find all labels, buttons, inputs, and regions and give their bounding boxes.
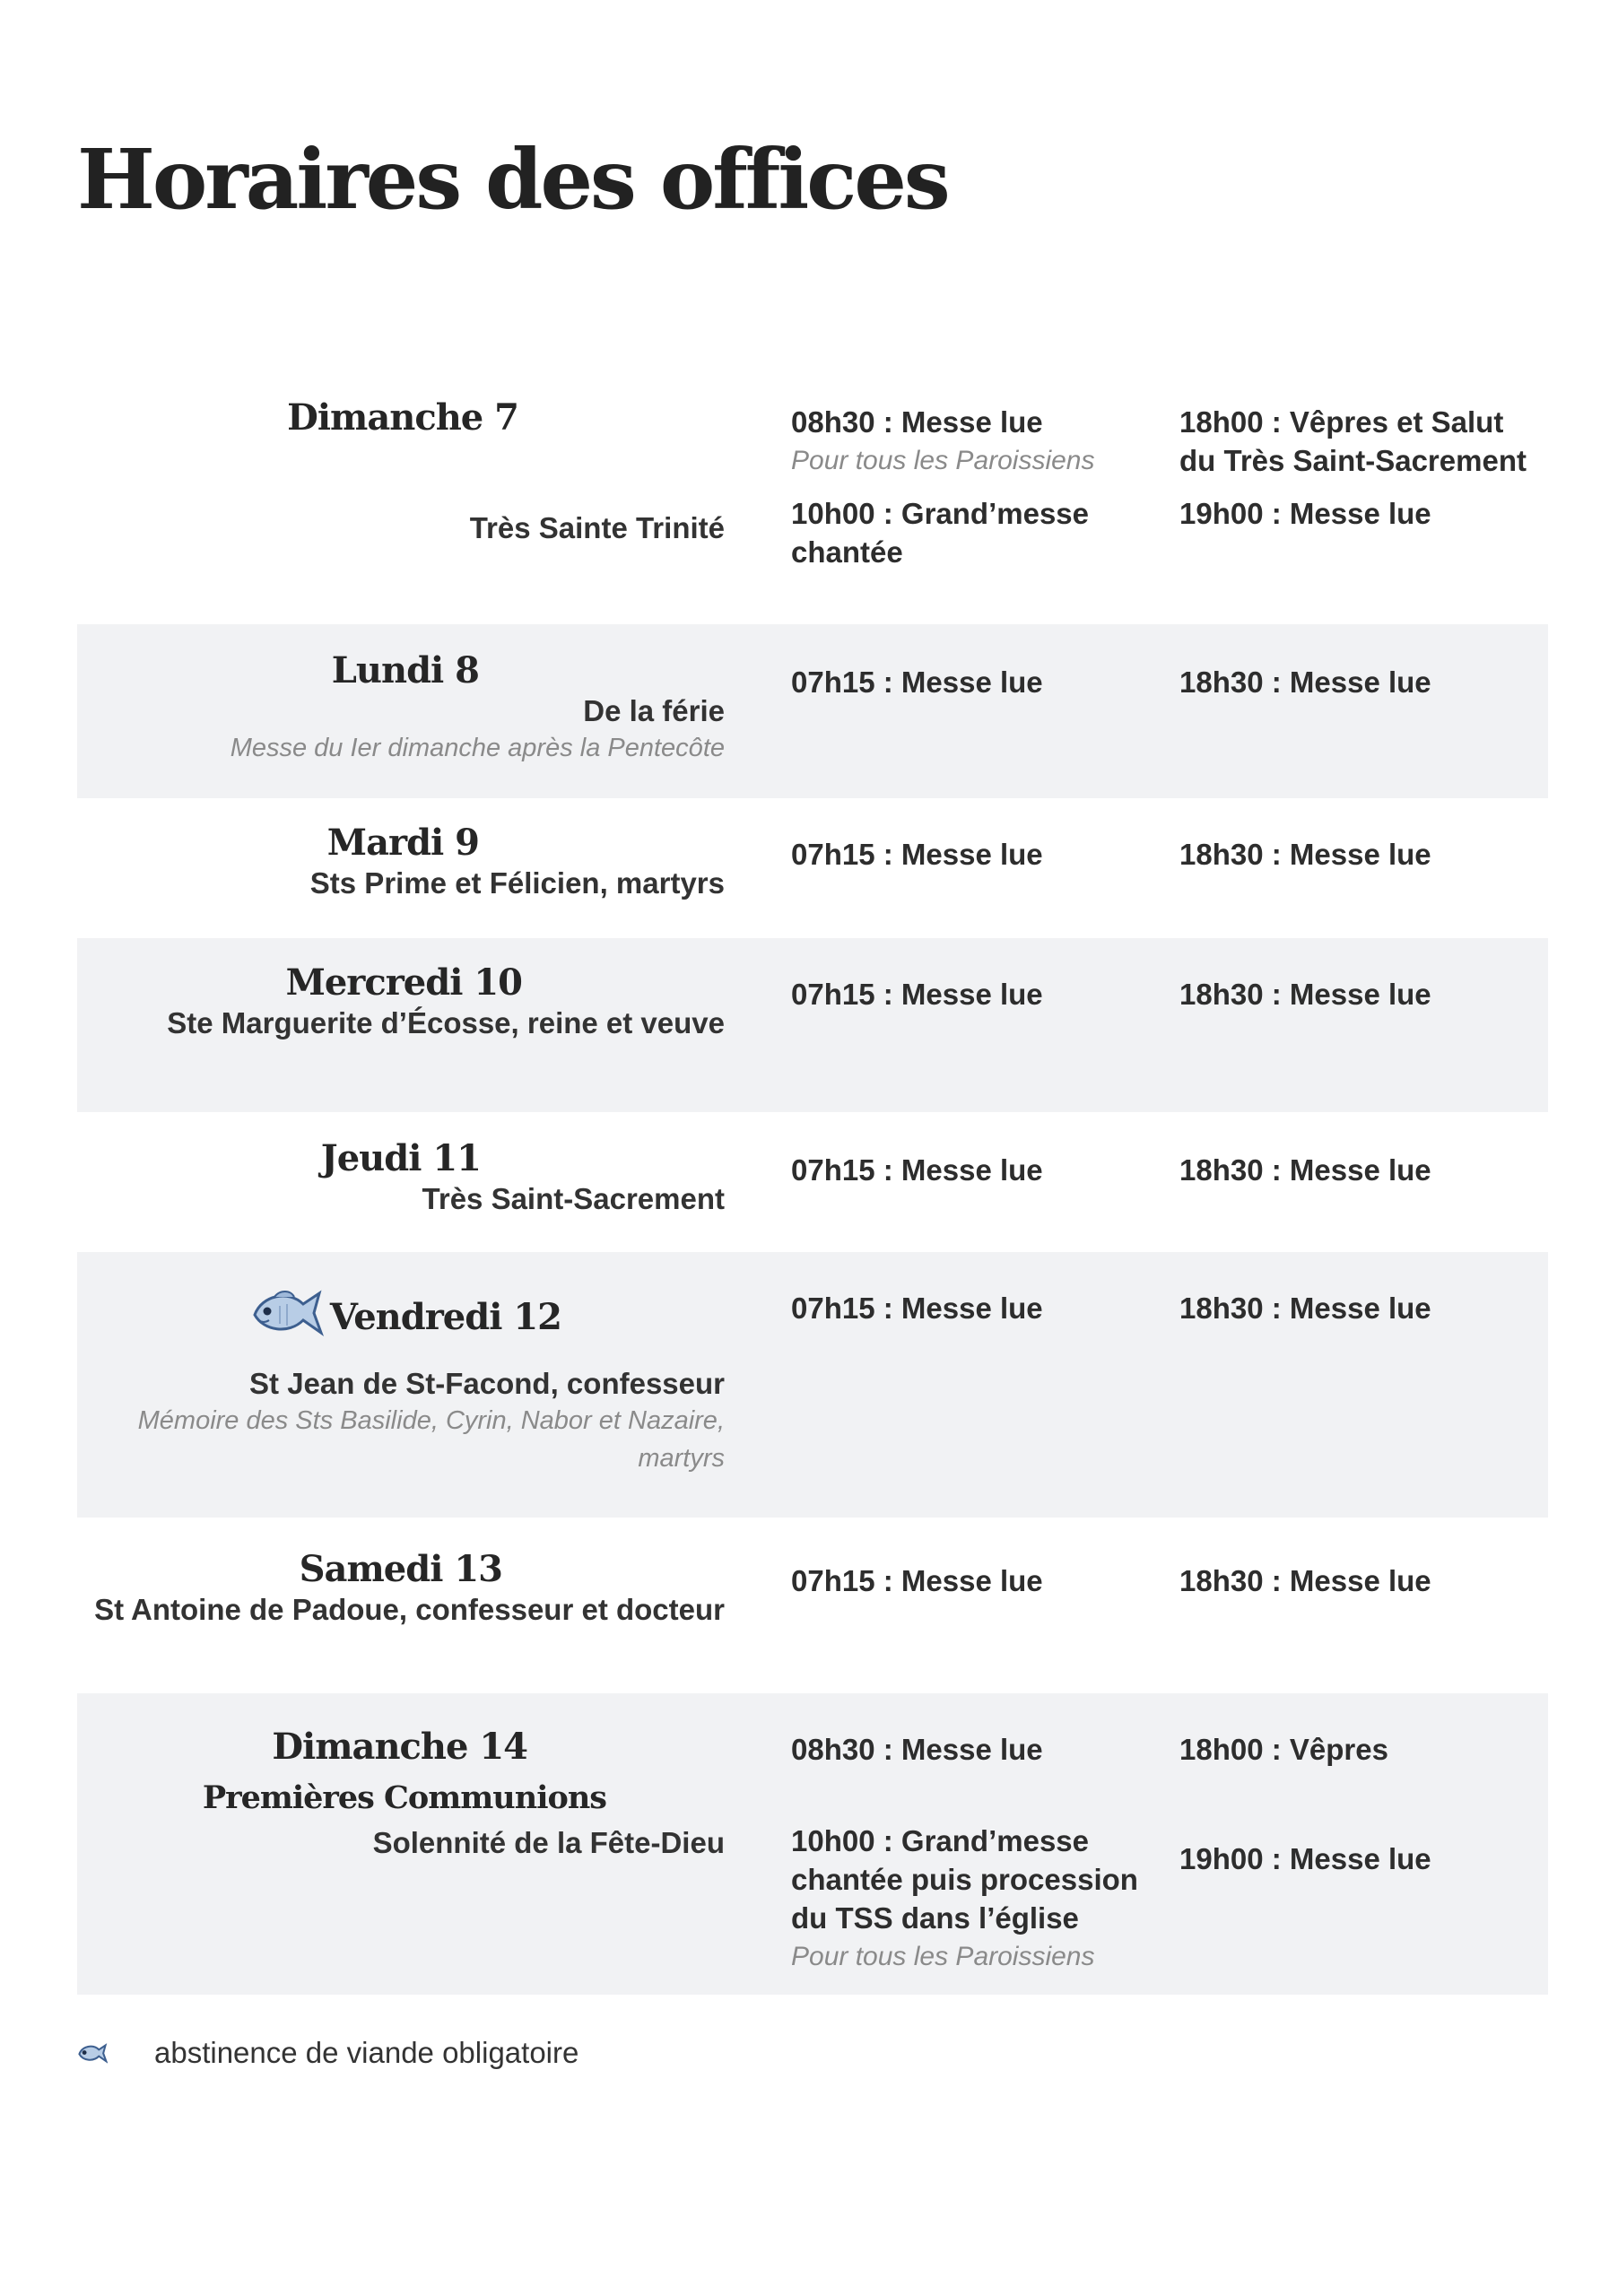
feast-title: Sts Prime et Félicien, martyrs	[309, 866, 725, 900]
day-name-text: Vendredi 12	[329, 1296, 561, 1338]
service-entry	[1179, 1290, 1529, 1328]
feast-note: Mémoire des Sts Basilide, Cyrin, Nabor et Nazaire, martyrs	[137, 1406, 725, 1474]
service-entry	[1179, 404, 1529, 481]
service-entry	[1179, 1562, 1529, 1601]
service-time: 19h00 : Messe lue	[1179, 1842, 1431, 1875]
service-time: 07h15 : Messe lue	[791, 1564, 1043, 1597]
page-title: Horaires des offices	[77, 131, 948, 228]
service-entry	[791, 1290, 1141, 1328]
service-time: 19h00 : Messe lue	[1179, 497, 1431, 530]
service-time: 18h30 : Messe lue	[1179, 1564, 1431, 1597]
service-entry	[1179, 664, 1529, 702]
day-heading	[77, 1726, 725, 1861]
feast-title: St Jean de St-Facond, confesseur	[249, 1367, 725, 1400]
service-entry	[1179, 1840, 1529, 1879]
feast-title: Très Sainte Trinité	[469, 511, 725, 544]
feast-title: Ste Marguerite d’Écosse, reine et veuve	[167, 1006, 725, 1039]
service-entry	[1179, 1152, 1529, 1190]
feast-block	[77, 509, 725, 546]
feast-title: St Antoine de Padoue, confesseur et docteur	[94, 1593, 725, 1626]
feast-title: De la férie	[583, 694, 725, 727]
day-name: Dimanche 14	[272, 1726, 527, 1768]
legend	[77, 2036, 578, 2070]
service-entry	[791, 1152, 1141, 1190]
day-name: Mercredi 10	[285, 961, 522, 1004]
service-entry	[791, 404, 1141, 480]
service-entry	[1179, 1731, 1529, 1770]
service-entry	[1179, 836, 1529, 874]
service-time: 07h15 : Messe lue	[791, 1153, 1043, 1187]
day-heading	[77, 1137, 725, 1217]
service-time: 10h00 : Grand’messe chantée	[791, 497, 1089, 569]
schedule	[77, 368, 1548, 1995]
feast-title: Très Saint-Sacrement	[422, 1182, 725, 1215]
day-name: Samedi 13	[299, 1548, 502, 1590]
day-name: Dimanche 7	[287, 396, 518, 439]
day-name: Jeudi 11	[320, 1137, 481, 1179]
service-entry	[791, 1562, 1141, 1601]
service-entry	[791, 836, 1141, 874]
day-name	[77, 1284, 725, 1356]
day-heading	[77, 1548, 725, 1628]
day-heading	[77, 396, 725, 439]
service-entry	[791, 976, 1141, 1014]
service-time: 18h00 : Vêpres	[1179, 1733, 1388, 1766]
day-heading	[77, 961, 725, 1041]
day-row-mercredi-10	[77, 938, 1548, 1112]
service-entry	[1179, 976, 1529, 1014]
service-time: 07h15 : Messe lue	[791, 665, 1043, 699]
service-time: 10h00 : Grand’messe chantée puis procession du TSS dans l’église	[791, 1824, 1138, 1935]
day-row-mardi-9	[77, 798, 1548, 938]
day-heading	[77, 822, 725, 901]
service-time: 08h30 : Messe lue	[791, 1733, 1043, 1766]
service-entry	[791, 1822, 1141, 1976]
day-row-dimanche-14	[77, 1693, 1548, 1995]
service-time: 18h30 : Messe lue	[1179, 838, 1431, 871]
day-row-vendredi-12	[77, 1252, 1548, 1518]
service-time: 18h30 : Messe lue	[1179, 978, 1431, 1011]
fish-icon	[77, 2041, 108, 2065]
service-entry	[791, 664, 1141, 702]
service-time: 18h30 : Messe lue	[1179, 1153, 1431, 1187]
day-name: Lundi 8	[331, 649, 479, 691]
service-time: 18h00 : Vêpres et Salut du Très Saint-Sacrement	[1179, 405, 1527, 477]
day-row-lundi-8	[77, 624, 1548, 798]
service-note: Pour tous les Paroissiens	[791, 1941, 1095, 1971]
day-row-samedi-13	[77, 1518, 1548, 1693]
day-heading	[77, 649, 725, 767]
service-entry	[1179, 495, 1529, 534]
service-time: 07h15 : Messe lue	[791, 838, 1043, 871]
service-time: 07h15 : Messe lue	[791, 978, 1043, 1011]
service-time: 07h15 : Messe lue	[791, 1292, 1043, 1325]
service-entry	[791, 495, 1141, 572]
fish-icon	[249, 1284, 325, 1340]
service-time: 18h30 : Messe lue	[1179, 665, 1431, 699]
service-time: 08h30 : Messe lue	[791, 405, 1043, 439]
day-name: Mardi 9	[326, 822, 479, 864]
service-entry	[791, 1731, 1141, 1770]
day-row-jeudi-11	[77, 1112, 1548, 1252]
feast-note: Messe du Ier dimanche après la Pentecôte	[230, 734, 725, 763]
feast-title: Solennité de la Fête-Dieu	[372, 1826, 725, 1859]
service-time: 18h30 : Messe lue	[1179, 1292, 1431, 1325]
legend-text: abstinence de viande obligatoire	[154, 2036, 579, 2069]
day-row-dimanche-7	[77, 368, 1548, 624]
day-heading	[77, 1284, 725, 1477]
service-note: Pour tous les Paroissiens	[791, 445, 1095, 475]
sub-event: Premières Communions	[202, 1779, 606, 1816]
